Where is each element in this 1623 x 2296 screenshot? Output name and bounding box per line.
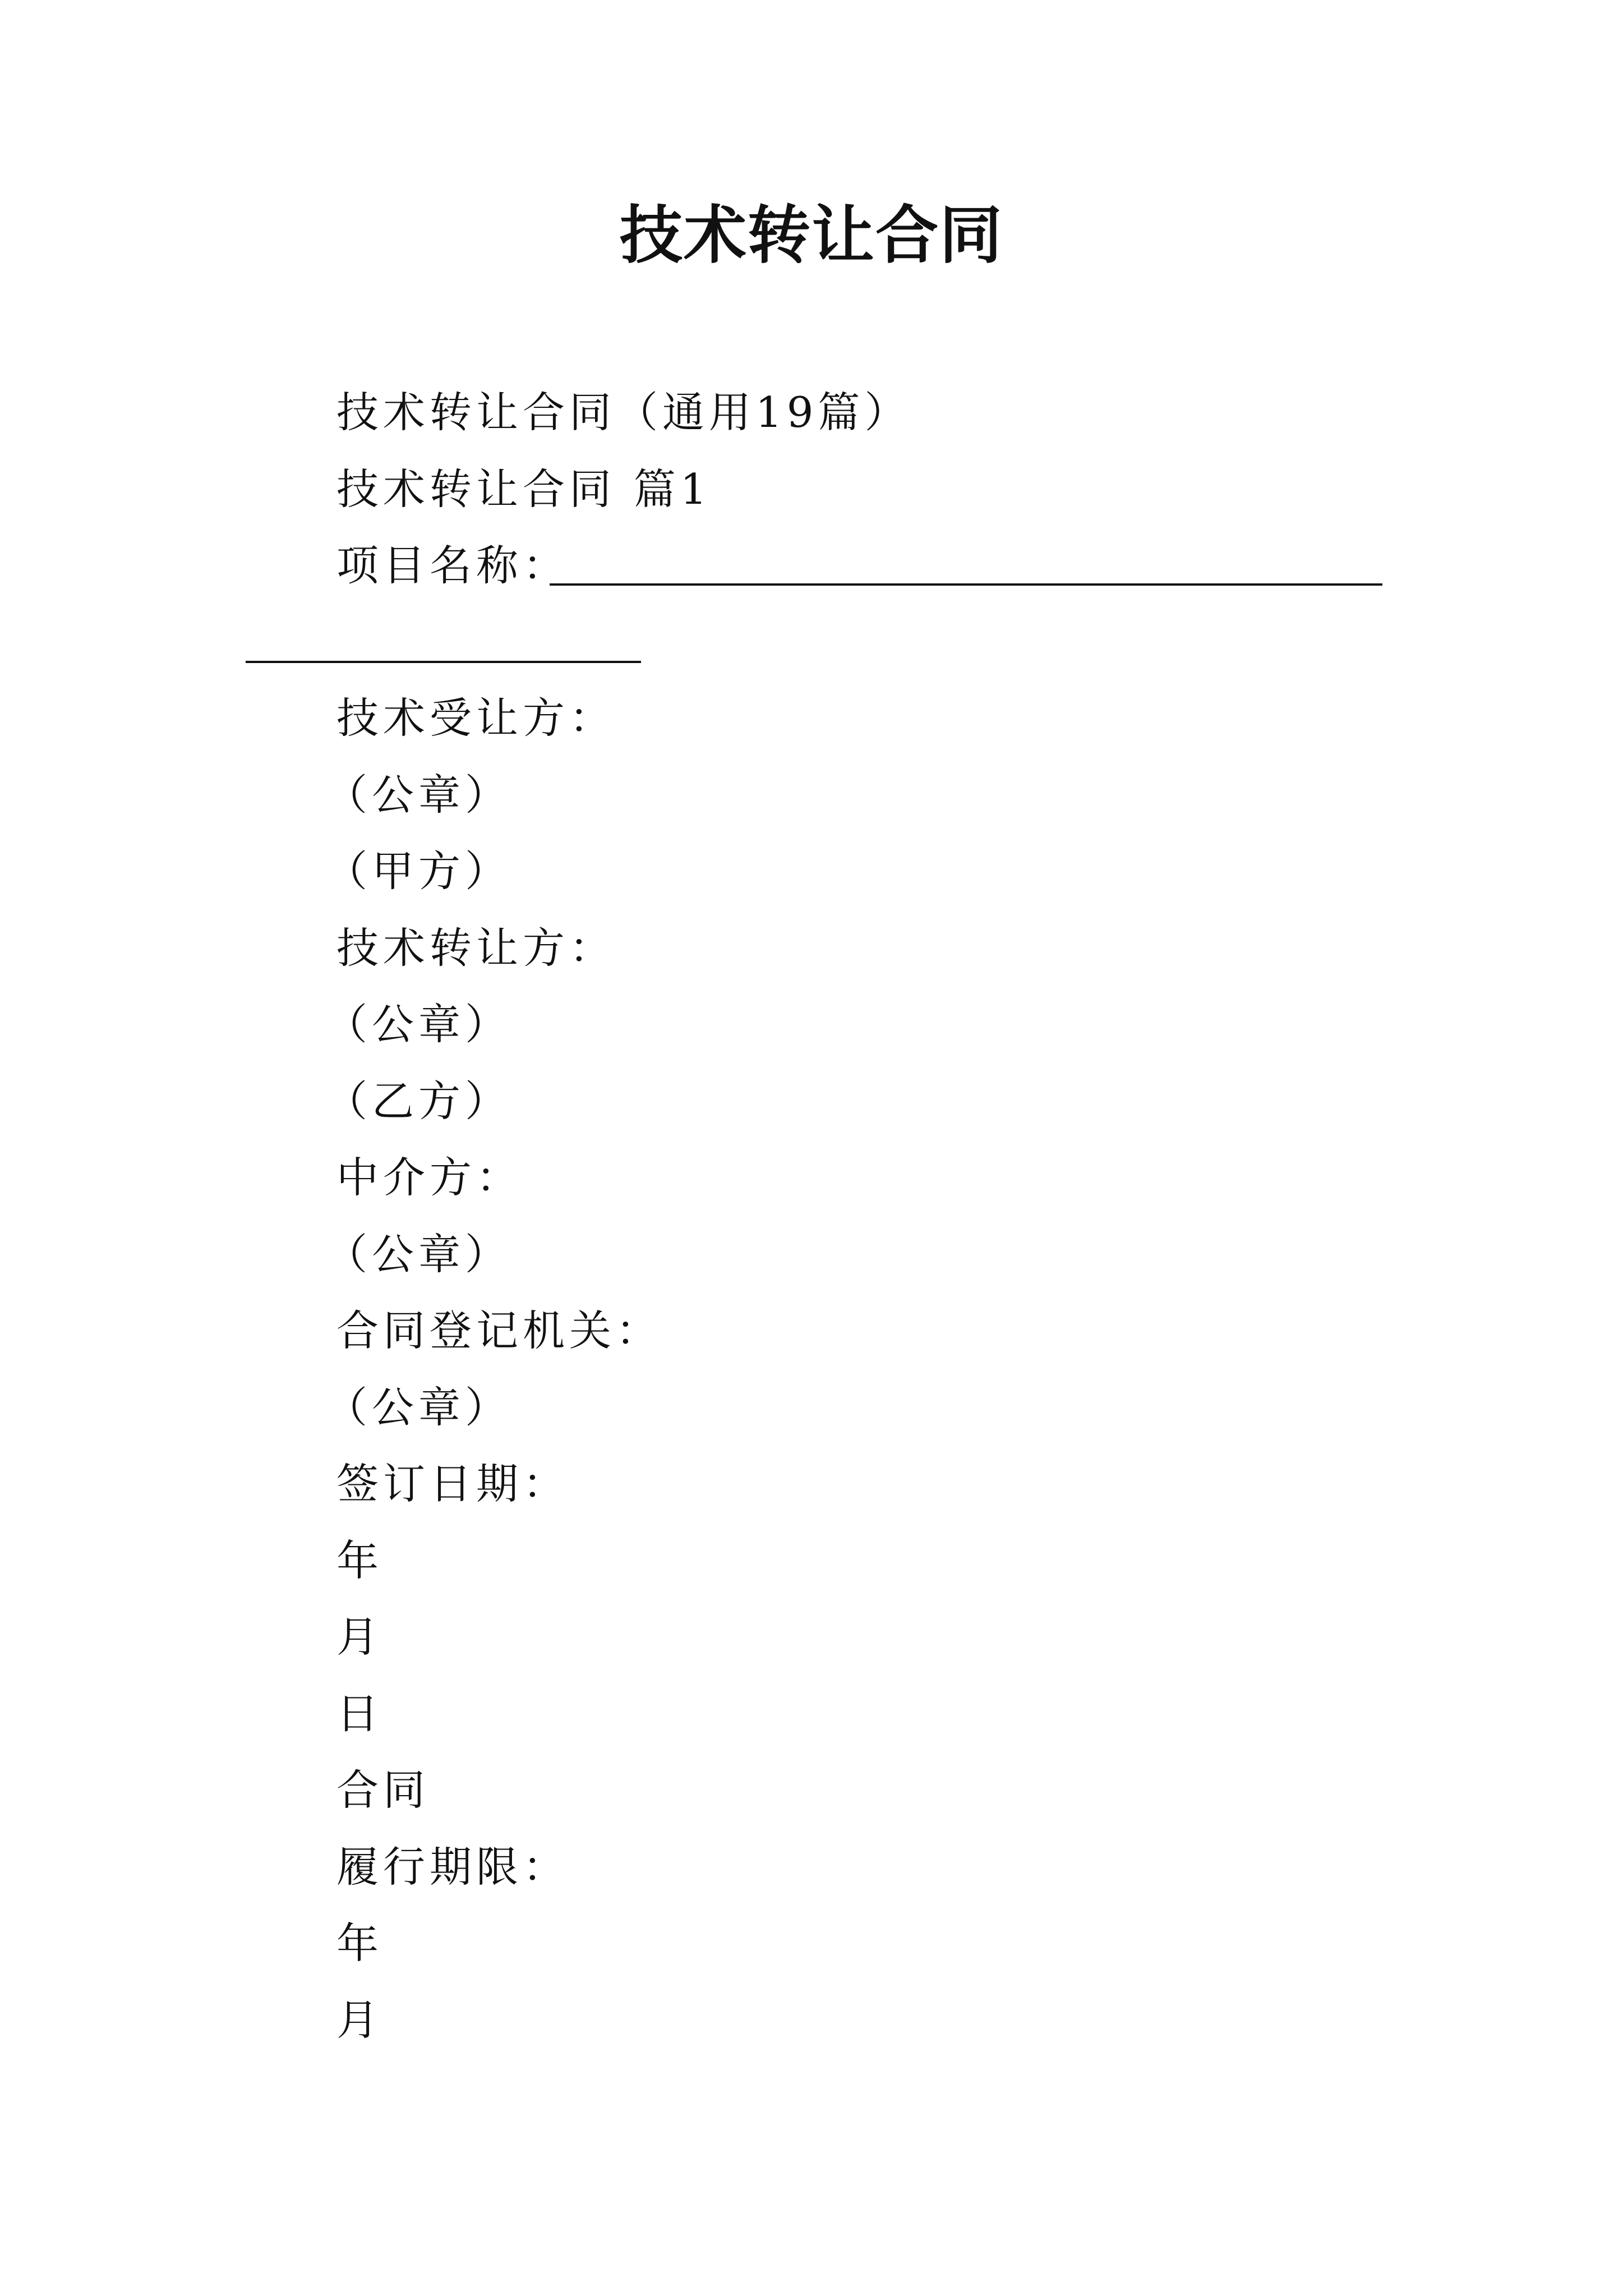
party-a-label: （甲方） <box>325 846 512 896</box>
contract-label: 合同 <box>336 1765 430 1815</box>
signing-date-label: 签订日期： <box>336 1459 570 1508</box>
transferee-label: 技术受让方： <box>336 693 616 743</box>
project-name-blank-line <box>550 583 1382 586</box>
party-b-label: （乙方） <box>325 1076 512 1126</box>
intermediary-label: 中介方： <box>336 1153 523 1202</box>
registration-authority-label: 合同登记机关： <box>336 1306 663 1355</box>
intermediary-seal: （公章） <box>325 1230 512 1279</box>
transferor-seal: （公章） <box>325 1000 512 1049</box>
signing-day: 日 <box>336 1689 384 1738</box>
project-name-label: 项目名称： <box>336 541 570 590</box>
transferor-label: 技术转让方： <box>336 923 616 973</box>
subtitle-line: 技术转让合同（通用19篇） <box>336 388 911 437</box>
signing-month: 月 <box>336 1612 384 1662</box>
performance-year: 年 <box>336 1918 384 1968</box>
performance-month: 月 <box>336 1995 384 2045</box>
document-title: 技术转让合同 <box>620 199 1003 272</box>
transferee-seal: （公章） <box>325 770 512 820</box>
signing-year: 年 <box>336 1536 384 1585</box>
registration-authority-seal: （公章） <box>325 1383 512 1432</box>
section-heading: 技术转让合同 篇1 <box>336 464 712 514</box>
project-name-blank-line-continued <box>246 661 641 663</box>
performance-period-label: 履行期限： <box>336 1842 570 1892</box>
